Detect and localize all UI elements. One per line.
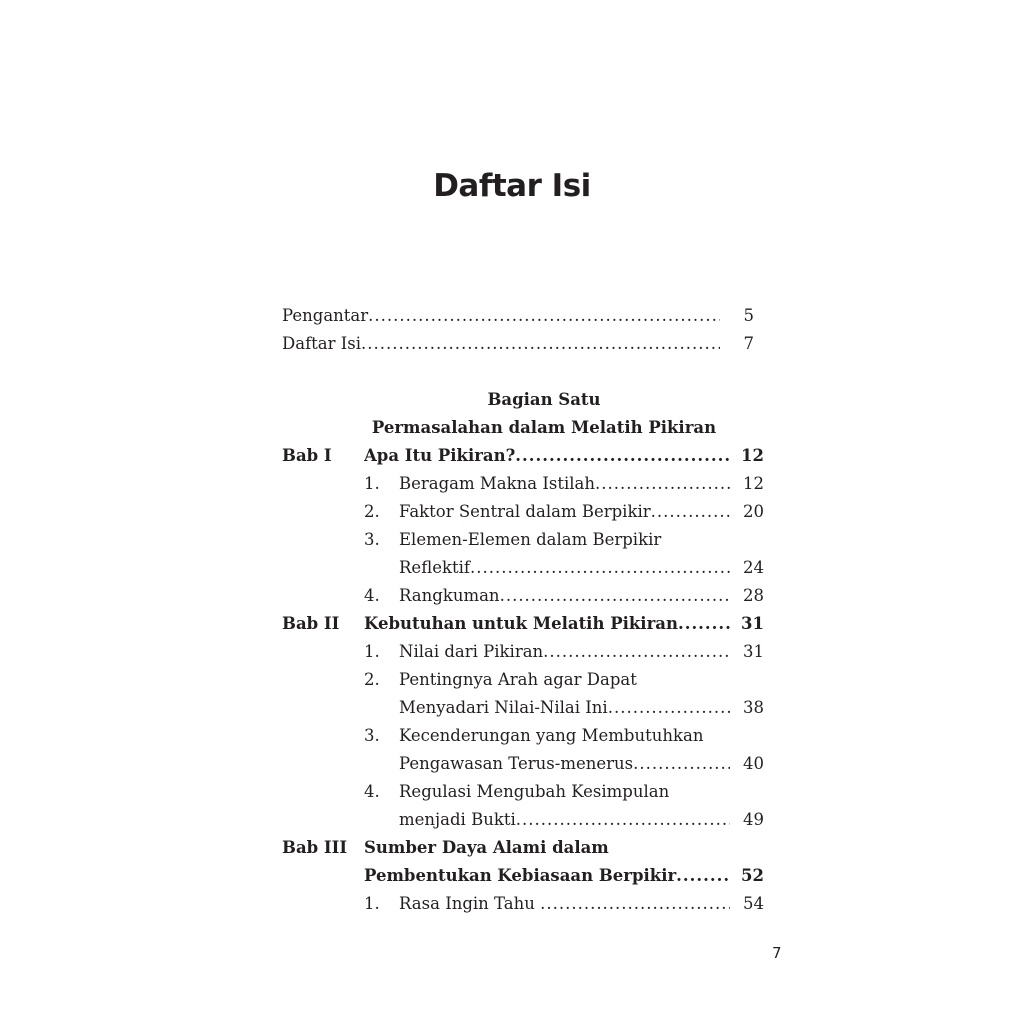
entry-page: 7: [743, 334, 754, 353]
section-page: 40: [743, 754, 764, 773]
dot-leader: [361, 330, 720, 358]
section-page: 24: [743, 558, 764, 577]
dot-leader: [608, 694, 730, 722]
section-title: Reflektif: [399, 558, 470, 577]
dot-leader: [516, 806, 730, 834]
toc-entry-chapter: [364, 862, 764, 890]
chapter-page: 12: [741, 446, 764, 465]
dot-leader: [651, 498, 730, 526]
toc-entry-front: [282, 330, 754, 358]
section-page: 20: [743, 502, 764, 521]
page-title: Daftar Isi: [433, 168, 591, 204]
chapter-title: Pembentukan Kebiasaan Berpikir: [364, 866, 677, 885]
chapter-page: 52: [741, 866, 764, 885]
toc-entry-section: [399, 582, 764, 610]
section-page: 28: [743, 586, 764, 605]
section-title: Nilai dari Pikiran: [399, 642, 544, 661]
toc-entry-section: [399, 694, 764, 722]
toc-entry-section: [399, 498, 764, 526]
section-title-line: Kecenderungan yang Membutuhkan: [399, 726, 704, 745]
section-number: 2.: [364, 670, 380, 689]
dot-leader: [540, 890, 730, 918]
toc-entry-section: [399, 554, 764, 582]
section-number: 3.: [364, 530, 380, 549]
entry-page: 5: [743, 306, 754, 325]
section-page: 38: [743, 698, 764, 717]
toc-entry-section: [399, 638, 764, 666]
dot-leader: [676, 862, 730, 890]
section-page: 31: [743, 642, 764, 661]
dot-leader: [633, 750, 730, 778]
section-title-line: Pentingnya Arah agar Dapat: [399, 670, 637, 689]
page-number: 7: [772, 944, 782, 962]
dot-leader: [595, 470, 730, 498]
section-page: 12: [743, 474, 764, 493]
section-title: Faktor Sentral dalam Berpikir: [399, 502, 651, 521]
section-title: Pengawasan Terus-menerus: [399, 754, 634, 773]
chapter-title: Kebutuhan untuk Melatih Pikiran: [364, 614, 678, 633]
toc-entry-front: [282, 302, 754, 330]
dot-leader: [500, 582, 730, 610]
section-page: 54: [743, 894, 764, 913]
toc-entry-section: [399, 806, 764, 834]
toc-entry-chapter: [364, 610, 764, 638]
section-title-line: Elemen-Elemen dalam Berpikir: [399, 530, 662, 549]
section-number: 1.: [364, 642, 380, 661]
chapter-title-line: Sumber Daya Alami dalam: [364, 838, 609, 857]
dot-leader: [543, 638, 730, 666]
section-title: Rangkuman: [399, 586, 500, 605]
section-page: 49: [743, 810, 764, 829]
section-number: 3.: [364, 726, 380, 745]
chapter-label: Bab III: [282, 838, 348, 857]
section-number: 1.: [364, 894, 380, 913]
section-title: Menyadari Nilai-Nilai Ini: [399, 698, 608, 717]
toc-entry-chapter: [364, 442, 764, 470]
toc-entry-section: [399, 890, 764, 918]
dot-leader: [470, 554, 730, 582]
entry-label: Pengantar: [282, 306, 369, 325]
dot-leader: [678, 610, 730, 638]
section-title: menjadi Bukti: [399, 810, 516, 829]
toc-entry-section: [399, 750, 764, 778]
chapter-label: Bab I: [282, 446, 332, 465]
entry-label: Daftar Isi: [282, 334, 362, 353]
chapter-page: 31: [741, 614, 764, 633]
chapter-title: Apa Itu Pikiran?: [364, 446, 516, 465]
section-title: Rasa Ingin Tahu: [399, 894, 541, 913]
section-title: Beragam Makna Istilah: [399, 474, 595, 493]
dot-leader: [368, 302, 720, 330]
section-number: 4.: [364, 782, 380, 801]
chapter-label: Bab II: [282, 614, 340, 633]
part-heading: Bagian Satu: [487, 390, 601, 409]
section-number: 2.: [364, 502, 380, 521]
toc-entry-section: [399, 470, 764, 498]
dot-leader: [515, 442, 730, 470]
section-number: 1.: [364, 474, 380, 493]
part-subheading: Permasalahan dalam Melatih Pikiran: [371, 418, 717, 437]
section-title-line: Regulasi Mengubah Kesimpulan: [399, 782, 670, 801]
section-number: 4.: [364, 586, 380, 605]
